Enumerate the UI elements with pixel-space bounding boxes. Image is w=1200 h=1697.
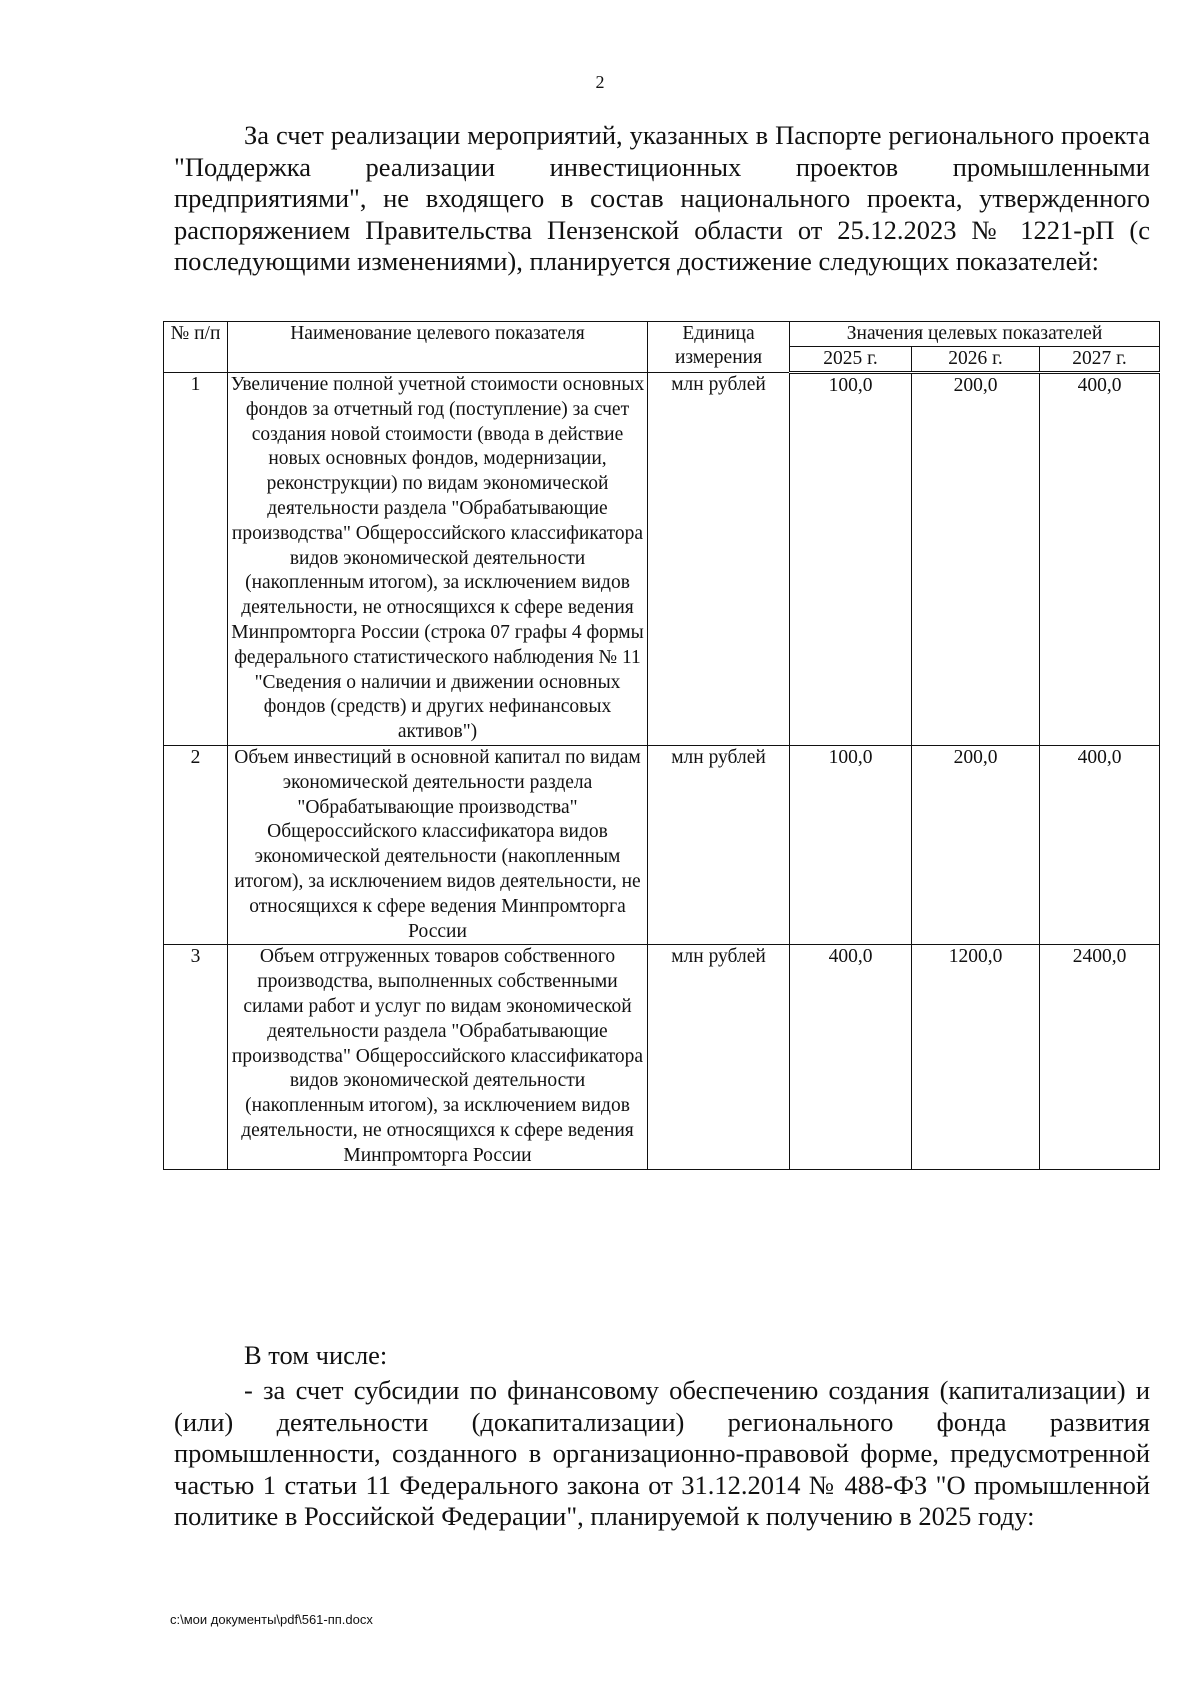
row-value-2026: 200,0 xyxy=(912,745,1040,944)
header-values-group: Значения целевых показателей xyxy=(790,322,1160,347)
row-value-2027: 2400,0 xyxy=(1040,945,1160,1169)
row-num: 1 xyxy=(164,373,228,746)
row-value-2026: 200,0 xyxy=(912,373,1040,746)
indicators-table xyxy=(163,321,1160,1170)
including-label-line xyxy=(174,1340,1150,1372)
including-paragraph xyxy=(174,1375,1150,1533)
row-num: 3 xyxy=(164,945,228,1169)
table-header-row xyxy=(164,322,1160,347)
header-year-2025: 2025 г. xyxy=(790,347,912,373)
table-row xyxy=(164,373,1160,746)
row-unit: млн рублей xyxy=(648,945,790,1169)
header-year-2027: 2027 г. xyxy=(1040,347,1160,373)
including-text: - за счет субсидии по финансовому обеспечению создания (капитализации) и (или) деятельности (докапитализации) регионального фонда развития промышленности, созданного в организационно-правовой форме, предусмотренной частью 1 статьи 11 Федерального закона от 31.12.2014 № 488-ФЗ "О промышленной политике в Российской Федерации", планируемой к получению в 2025 году: xyxy=(174,1375,1150,1531)
footer-file-path: c:\мои документы\pdf\561-пп.docx xyxy=(170,1612,373,1627)
intro-paragraph xyxy=(174,120,1150,278)
row-value-2027: 400,0 xyxy=(1040,745,1160,944)
header-num: № п/п xyxy=(164,322,228,373)
row-value-2025: 100,0 xyxy=(790,373,912,746)
row-value-2026: 1200,0 xyxy=(912,945,1040,1169)
row-unit: млн рублей xyxy=(648,745,790,944)
row-value-2025: 100,0 xyxy=(790,745,912,944)
row-name: Увеличение полной учетной стоимости основных фондов за отчетный год (поступление) за счет создания новой стоимости (ввода в действие новых основных фондов, модернизации, реконструкции) по видам экономической деятельности раздела "Обрабатывающие производства" Общероссийского классификатора видов экономической деятельности (накопленным итогом), за исключением видов деятельности, не относящихся к сфере ведения Минпромторга России (строка 07 графы 4 формы федерального статистического наблюдения № 11 "Сведения о наличии и движении основных фондов (средств) и других нефинансовых активов") xyxy=(228,373,648,746)
header-name: Наименование целевого показателя xyxy=(228,322,648,373)
including-label: В том числе: xyxy=(244,1340,388,1370)
row-value-2025: 400,0 xyxy=(790,945,912,1169)
header-year-2026: 2026 г. xyxy=(912,347,1040,373)
table-row xyxy=(164,945,1160,1169)
row-name: Объем отгруженных товаров собственного производства, выполненных собственными силами работ и услуг по видам экономической деятельности раздела "Обрабатывающие производства" Общероссийского классификатора видов экономической деятельности (накопленным итогом), за исключением видов деятельности, не относящихся к сфере ведения Минпромторга России xyxy=(228,945,648,1169)
page-number: 2 xyxy=(595,72,605,92)
row-value-2027: 400,0 xyxy=(1040,373,1160,746)
row-unit: млн рублей xyxy=(648,373,790,746)
header-unit: Единица измерения xyxy=(648,322,790,373)
intro-text: За счет реализации мероприятий, указанных в Паспорте регионального проекта "Поддержка реализации инвестиционных проектов промышленными предприятиями", не входящего в состав национального проекта, утвержденного распоряжением Правительства Пензенской области от 25.12.2023 № 1221-рП (с последующими изменениями), планируется достижение следующих показателей: xyxy=(174,120,1150,276)
row-name: Объем инвестиций в основной капитал по видам экономической деятельности раздела "Обрабатывающие производства" Общероссийского классификатора видов экономической деятельности (накопленным итогом), за исключением видов деятельности, не относящихся к сфере ведения Минпромторга России xyxy=(228,745,648,944)
table-row xyxy=(164,745,1160,944)
row-num: 2 xyxy=(164,745,228,944)
